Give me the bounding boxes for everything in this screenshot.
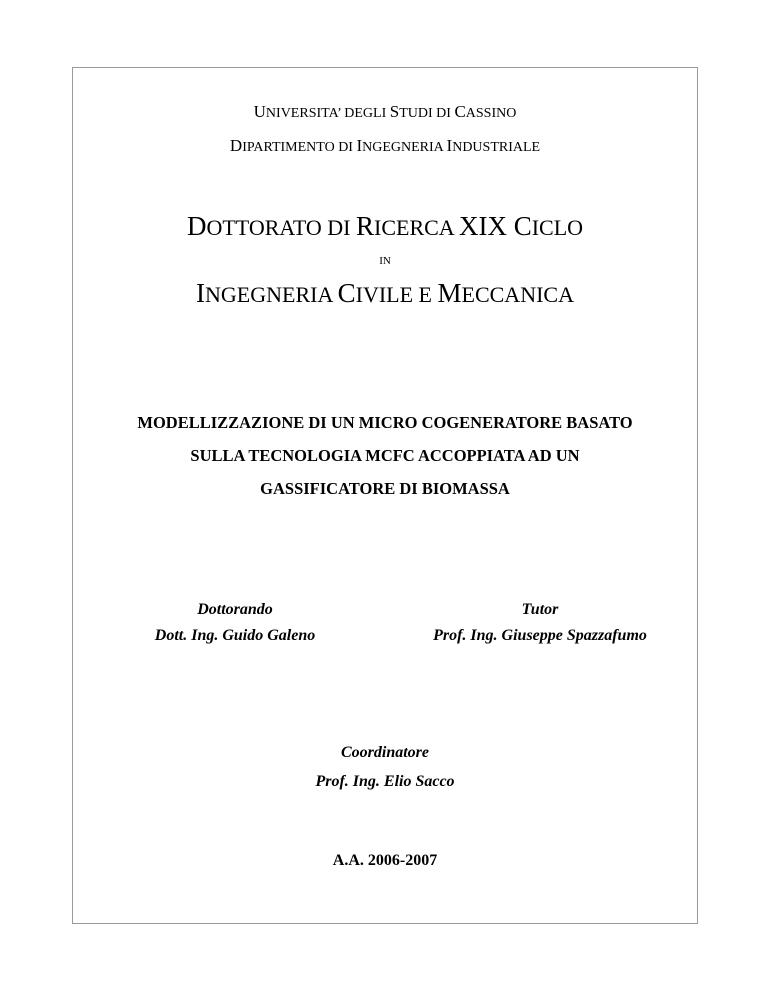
university-name: UNIVERSITA’ DEGLI STUDI DI CASSINO (253, 102, 517, 121)
discipline-title: INGEGNERIA CIVILE E MECCANICA (196, 278, 574, 308)
tutor-role: Tutor (521, 601, 559, 618)
doctorate-title: DOTTORATO DI RICERCA XIX CICLO (186, 211, 584, 241)
academic-year: A.A. 2006-2007 (332, 852, 438, 869)
candidate-role: Dottorando (197, 601, 273, 618)
thesis-title-line-2: SULLA TECNOLOGIA MCFC ACCOPPIATA AD UN (190, 446, 580, 465)
in-connector: IN (379, 255, 391, 267)
coordinator-role: Coordinatore (340, 744, 429, 761)
department-name: DIPARTIMENTO DI INGEGNERIA INDUSTRIALE (229, 136, 541, 155)
candidate-name: Dott. Ing. Guido Galeno (154, 627, 316, 644)
thesis-title-line-1: MODELLIZZAZIONE DI UN MICRO COGENERATORE BASATO (137, 413, 633, 432)
coordinator-name: Prof. Ing. Elio Sacco (315, 773, 455, 790)
thesis-title-line-3: GASSIFICATORE DI BIOMASSA (260, 479, 510, 498)
tutor-name: Prof. Ing. Giuseppe Spazzafumo (433, 627, 647, 644)
